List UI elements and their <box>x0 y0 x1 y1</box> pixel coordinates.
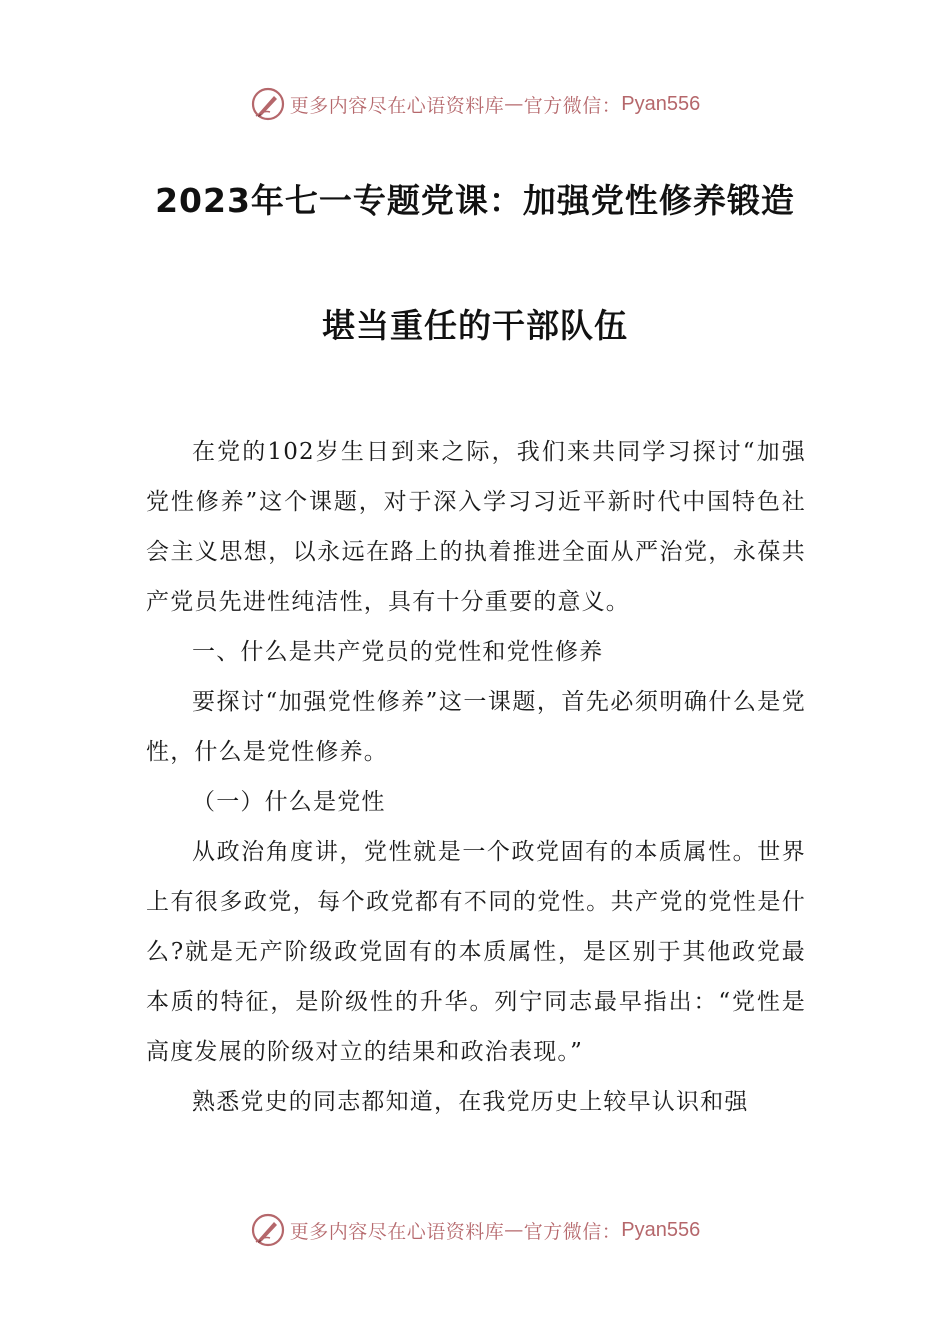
section-heading-1: 一、什么是共产党员的党性和党性修养 <box>192 639 604 665</box>
pen-logo-icon <box>250 1212 286 1248</box>
watermark-dash: — <box>504 93 524 115</box>
watermark-brand: 更多内容尽在心语资料库 <box>289 94 505 117</box>
watermark-dash: — <box>504 1219 524 1241</box>
watermark-wechat-label: 官方微信： <box>523 1220 622 1243</box>
document-title-line-2: 堪当重任的干部队伍 <box>322 306 628 345</box>
watermark-wechat-id: Pyan556 <box>621 1218 701 1241</box>
watermark-wechat-label: 官方微信： <box>523 94 622 117</box>
footer-watermark <box>0 1210 950 1250</box>
subsection-heading-1: （一）什么是党性 <box>192 789 386 815</box>
paragraph-party-nature: 从政治角度讲，党性就是一个政党固有的本质属性。世界上有很多政党，每个政党都有不同的党性。共产党的党性是什么?就是无产阶级政党固有的本质属性，是区别于其他政党最本质的特征，是阶级性的升华。列宁同志最早指出：“党性是高度发展的阶级对立的结果和政治表现。” <box>146 839 806 1065</box>
document-title-line-1: 2023年七一专题党课：加强党性修养锻造 <box>155 181 795 220</box>
watermark-wechat-id: Pyan556 <box>621 92 701 115</box>
paragraph-history: 熟悉党史的同志都知道，在我党历史上较早认识和强 <box>192 1089 749 1115</box>
paragraph-explore: 要探讨“加强党性修养”这一课题，首先必须明确什么是党性，什么是党性修养。 <box>146 689 806 765</box>
paragraph-intro: 在党的102岁生日到来之际，我们来共同学习探讨“加强党性修养”这个课题，对于深入学习习近平新时代中国特色社会主义思想，以永远在路上的执着推进全面从严治党，永葆共产党员先进性纯洁性，具有十分重要的意义。 <box>146 439 806 615</box>
pen-logo-icon <box>250 86 286 122</box>
watermark-brand: 更多内容尽在心语资料库 <box>289 1220 505 1243</box>
document-body <box>146 427 806 1127</box>
header-watermark <box>0 84 950 124</box>
